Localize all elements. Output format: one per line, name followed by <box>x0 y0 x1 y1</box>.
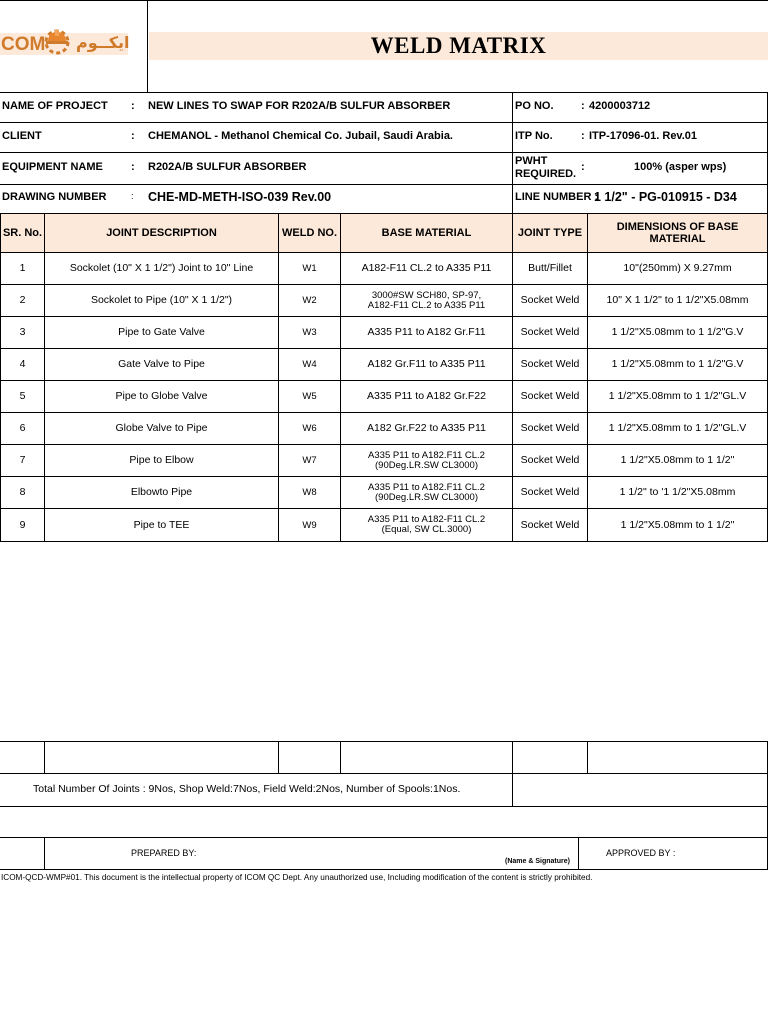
base-material-cell <box>341 285 512 316</box>
joint-description-cell: Globe Valve to Pipe <box>115 422 208 434</box>
joint-type-cell: Socket Weld <box>520 422 580 434</box>
pwht-label-line1: PWHT <box>515 155 548 167</box>
equipment-name-value: R202A/B SULFUR ABSORBER <box>148 161 307 173</box>
sr-no-cell: 9 <box>19 518 26 531</box>
po-number-colon: : <box>581 100 585 112</box>
column-header-weld-no: WELD NO. <box>279 214 340 252</box>
weld-no-cell: W7 <box>302 455 317 466</box>
dimensions-cell: 1 1/2"X5.08mm to 1 1/2"G.V <box>611 326 744 338</box>
dimensions-cell: 10" X 1 1/2" to 1 1/2"X5.08mm <box>606 294 749 306</box>
sr-no-cell: 4 <box>19 358 26 370</box>
base-material-line1: A335 P11 to A182-F11 CL.2 <box>367 514 486 525</box>
drawing-number-colon: : <box>131 191 134 201</box>
dimensions-cell: 1 1/2"X5.08mm to 1 1/2"G.V <box>611 358 744 370</box>
base-material-line1: A182 Gr.F11 to A335 P11 <box>367 358 486 370</box>
itp-number-value: ITP-17096-01. Rev.01 <box>589 130 698 142</box>
joint-type-cell: Socket Weld <box>520 486 580 498</box>
base-material-line2: A182-F11 CL.2 to A335 P11 <box>367 299 486 311</box>
company-logo <box>0 22 140 64</box>
title-bar <box>149 32 768 60</box>
base-material-line1: A335 P11 to A182.F11 CL.2 <box>368 449 485 461</box>
weld-no-cell: W5 <box>302 391 317 402</box>
base-material-line1: 3000#SW SCH80, SP-97, <box>371 289 482 301</box>
drawing-number-value: CHE-MD-METH-ISO-039 Rev.00 <box>148 190 332 204</box>
base-material-line1: A182 Gr.F22 to A335 P11 <box>367 422 486 434</box>
pwht-label-line2: REQUIRED. <box>515 168 577 180</box>
pwht-value: 100% (asper wps) <box>634 161 727 173</box>
sr-no-cell: 1 <box>19 262 26 274</box>
sr-no-cell: 3 <box>19 326 26 338</box>
joint-description-cell: Pipe to Globe Valve <box>115 390 208 402</box>
sr-no-cell: 6 <box>19 422 26 434</box>
joint-type-cell: Socket Weld <box>520 454 580 466</box>
base-material-cell <box>341 413 512 444</box>
po-number-label: PO NO. <box>515 100 554 112</box>
page-title: WELD MATRIX <box>370 33 547 58</box>
joint-type-cell: Socket Weld <box>520 518 580 531</box>
joint-description-cell: Pipe to Elbow <box>129 454 194 466</box>
joint-type-cell: Socket Weld <box>520 390 580 402</box>
base-material-line1: A335 P11 to A182 Gr.F22 <box>367 390 486 402</box>
name-signature-note: (Name & Signature) <box>505 858 570 865</box>
project-name-value: NEW LINES TO SWAP FOR R202A/B SULFUR ABSORBER <box>148 100 451 112</box>
equipment-name-label: EQUIPMENT NAME <box>2 161 103 173</box>
project-name-colon: : <box>131 100 135 112</box>
weld-no-cell: W4 <box>302 359 317 370</box>
joint-description-cell: Pipe to Gate Valve <box>118 326 205 338</box>
joint-type-cell: Socket Weld <box>520 294 580 306</box>
base-material-line1: A182-F11 CL.2 to A335 P11 <box>361 262 492 274</box>
joint-type-cell: Socket Weld <box>520 326 580 338</box>
joint-type-cell: Socket Weld <box>520 358 580 370</box>
dimensions-cell: 1 1/2"X5.08mm to 1 1/2"GL.V <box>608 390 747 402</box>
base-material-line1: A335 P11 to A182 Gr.F11 <box>367 326 486 338</box>
base-material-cell <box>341 509 512 541</box>
dimensions-cell: 1 1/2" to '1 1/2"X5.08mm <box>619 486 736 498</box>
line-number-value: 1 1/2" - PG-010915 - D34 <box>594 190 737 204</box>
sr-no-cell: 8 <box>19 486 26 498</box>
equipment-name-colon: : <box>131 161 135 173</box>
base-material-cell <box>341 477 512 508</box>
joint-description-cell: Sockolet (10" X 1 1/2") Joint to 10" Line <box>69 262 254 274</box>
base-material-line2: (Equal, SW CL.3000) <box>381 524 472 535</box>
joint-summary: Total Number Of Joints : 9Nos, Shop Weld:7Nos, Field Weld:2Nos, Number of Spools:1Nos. <box>33 783 461 795</box>
client-value: CHEMANOL - Methanol Chemical Co. Jubail, Saudi Arabia. <box>148 130 453 142</box>
base-material-line2: (90Deg.LR.SW CL3000) <box>375 459 478 471</box>
joint-description-cell: Pipe to TEE <box>133 518 190 531</box>
client-colon: : <box>131 130 135 142</box>
weld-no-cell: W6 <box>302 423 317 434</box>
joint-description-cell: Gate Valve to Pipe <box>118 358 205 370</box>
column-header-base-material: BASE MATERIAL <box>341 214 512 252</box>
dimensions-cell: 1 1/2"X5.08mm to 1 1/2" <box>620 454 735 466</box>
project-name-label: NAME OF PROJECT <box>2 100 108 112</box>
po-number-value: 4200003712 <box>589 100 651 112</box>
logo-text-arabic: ايكــوم <box>76 33 130 52</box>
dimensions-cell: 10"(250mm) X 9.27mm <box>623 262 732 274</box>
itp-number-colon: : <box>581 130 585 142</box>
line-number-label: LINE NUMBER : <box>515 191 599 203</box>
hardhat-gear-icon <box>41 24 73 56</box>
weld-no-cell: W1 <box>302 263 317 274</box>
drawing-number-label: DRAWING NUMBER <box>2 191 107 203</box>
dimensions-cell: 1 1/2"X5.08mm to 1 1/2" <box>620 518 735 531</box>
weld-no-cell: W2 <box>302 295 317 306</box>
column-header-joint-description: JOINT DESCRIPTION <box>45 214 278 252</box>
pwht-colon: : <box>581 161 585 173</box>
client-label: CLIENT <box>2 130 42 142</box>
weld-no-cell: W9 <box>302 519 317 531</box>
joint-type-cell: Butt/Fillet <box>528 262 572 274</box>
base-material-cell <box>341 253 512 284</box>
weld-no-cell: W8 <box>302 487 317 498</box>
itp-number-label: ITP No. <box>515 130 553 142</box>
sr-no-cell: 2 <box>19 294 26 306</box>
joint-description-cell: Elbowto Pipe <box>130 486 193 498</box>
approved-by-label: APPROVED BY : <box>606 848 676 858</box>
base-material-line1: A335 P11 to A182.F11 CL.2 <box>368 481 485 493</box>
base-material-cell <box>341 349 512 380</box>
base-material-cell <box>341 317 512 348</box>
column-header-sr-no: SR. No. <box>1 214 44 252</box>
logo-text-latin: COM <box>1 34 46 55</box>
base-material-cell <box>341 381 512 412</box>
base-material-line2: (90Deg.LR.SW CL3000) <box>375 491 478 503</box>
joint-description-cell: Sockolet to Pipe (10" X 1 1/2") <box>90 294 233 306</box>
weld-no-cell: W3 <box>302 327 317 338</box>
sr-no-cell: 5 <box>19 390 26 402</box>
column-header-joint-type: JOINT TYPE <box>513 214 587 252</box>
base-material-cell <box>341 445 512 476</box>
column-header-dimensions: DIMENSIONS OF BASE MATERIAL <box>588 214 767 252</box>
prepared-by-label: PREPARED BY: <box>131 848 197 858</box>
footer-disclaimer: ICOM-QCD-WMP#01. This document is the intellectual property of ICOM QC Dept. Any unauthorized use, Including modification of the content is strictly prohibited. <box>1 873 593 882</box>
dimensions-cell: 1 1/2"X5.08mm to 1 1/2"GL.V <box>608 422 747 434</box>
sr-no-cell: 7 <box>19 454 26 466</box>
